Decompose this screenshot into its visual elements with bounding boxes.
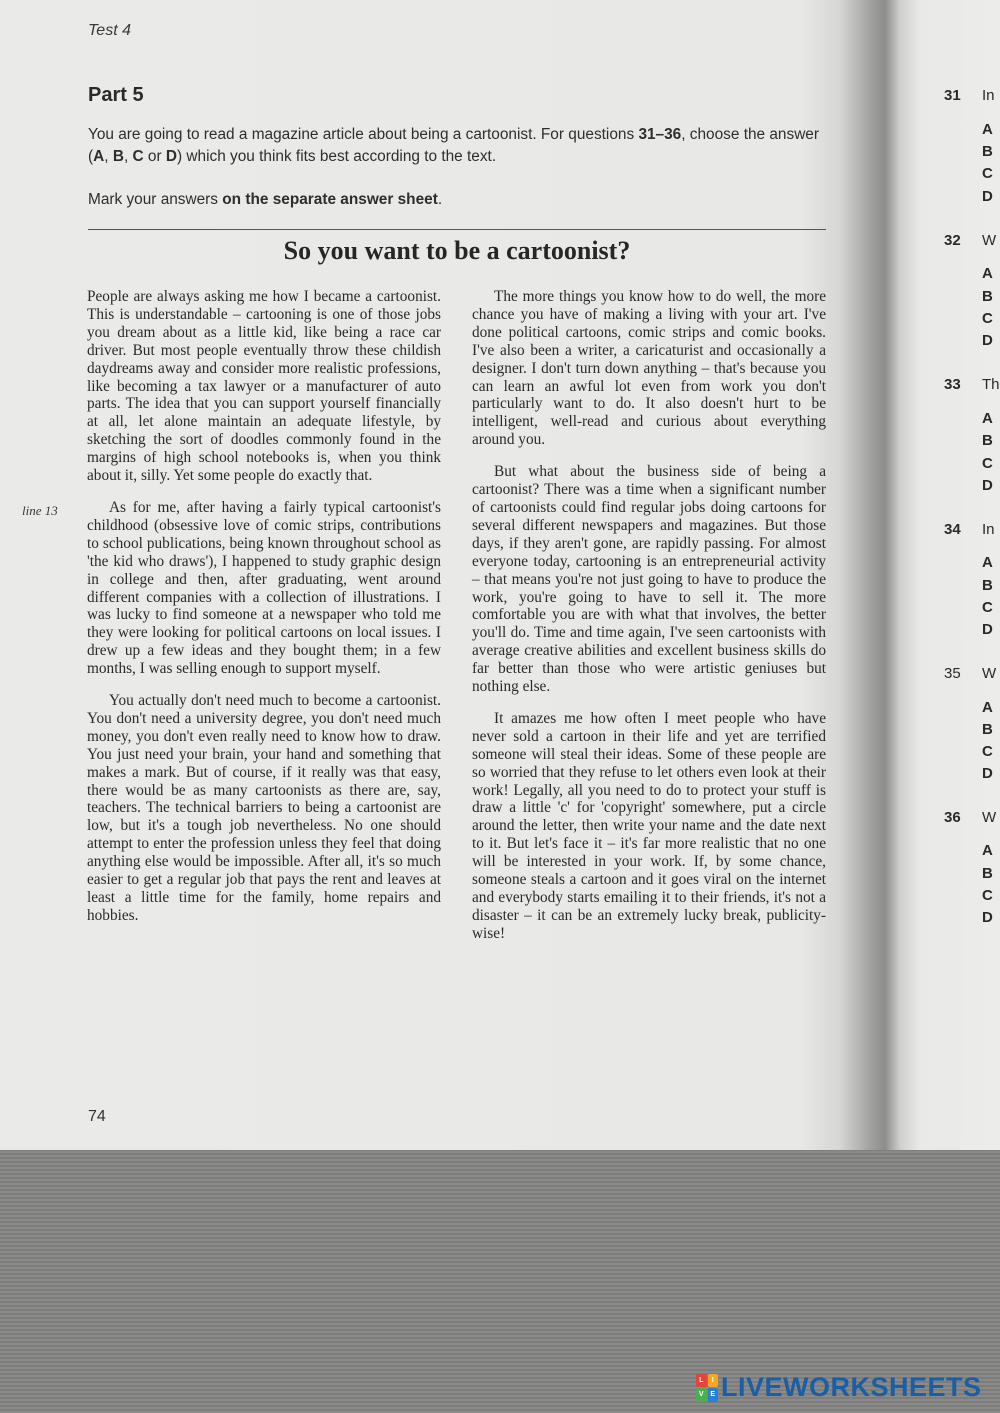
question-number: 35 <box>944 665 961 682</box>
option-label: C <box>982 165 993 182</box>
option-label: B <box>982 577 993 594</box>
option-label: C <box>982 743 993 760</box>
running-head: Test 4 <box>88 22 131 39</box>
bleed-through-text <box>260 88 264 104</box>
liveworksheets-logo-icon: L I V E <box>696 1374 718 1402</box>
question-stem-fragment: W <box>982 232 997 249</box>
article-title: So you want to be a cartoonist? <box>283 236 631 265</box>
page-number: 74 <box>88 1108 106 1125</box>
option-label: A <box>982 121 993 138</box>
question-stem-fragment: W <box>982 809 997 826</box>
option-label: A <box>982 699 993 716</box>
question-stem-fragment: In <box>982 87 995 104</box>
option-label: D <box>982 621 993 638</box>
option-label: C <box>982 455 993 472</box>
question-number: 31 <box>944 87 961 104</box>
watermark-text: LIVEWORKSHEETS <box>721 1372 982 1402</box>
option-label: B <box>982 865 993 882</box>
liveworksheets-watermark <box>696 1372 982 1403</box>
option-label: B <box>982 288 993 305</box>
option-label: A <box>982 410 993 427</box>
article-paragraph: The more things you know how to do well, the more chance you have of making a living with your art. I've done political cartoons, comic strips and comic books. I've also been a writer, a caricaturist and occasionally a designer. I don't turn down anything – that's because you can learn an awful lot even from work you don't particularly want to do. It also doesn't hurt to be intelligent, well-read and curious about everything around you. <box>472 288 826 449</box>
option-label: A <box>982 554 993 571</box>
option-label: C <box>982 887 993 904</box>
line-13-marker: line 13 <box>22 503 58 518</box>
article-paragraph: But what about the business side of being a cartoonist? There was a time when a significant number of cartoonists could find regular jobs doing cartoons for several different newspapers and magazines. But those days, if they aren't gone, are rapidly passing. For almost everyone today, cartooning is an entrepreneurial activity – that means you're not just going to have to produce the work, you're going to have to sell it. The more comfortable you are with what that involves, the better you'll do. Time and time again, I've seen cartoonists with average creative abilities and excellent business skills do far better than those who were artistic geniuses but nothing else. <box>472 463 826 696</box>
question-number: 33 <box>944 376 961 393</box>
option-label: D <box>982 332 993 349</box>
option-label: B <box>982 721 993 738</box>
option-label: B <box>982 143 993 160</box>
question-stem-fragment: W <box>982 665 997 682</box>
part-title: Part 5 <box>88 84 144 106</box>
option-label: D <box>982 477 993 494</box>
question-number: 36 <box>944 809 961 826</box>
article-paragraph: You actually don't need much to become a cartoonist. You don't need a university degree, you don't need much money, you don't even really need to know how to draw. You just need your brain, your hand and something that makes a mark. But of course, if it really was that easy, there would be as many cartoonists as there are, say, teachers. The technical barriers to being a cartoonist are low, but it's a tough job nevertheless. No one should attempt to enter the profession unless they feel that doing anything else would be impossible. After all, it's so much easier to get a regular job that pays the rent and leaves at least a little time for the family, home repairs and hobbies. <box>87 692 441 924</box>
option-label: D <box>982 765 993 782</box>
option-label: C <box>982 599 993 616</box>
article-paragraph: People are always asking me how I became a cartoonist. This is understandable – cartooning is one of those jobs you dream about as a little kid, like being a race car driver. But most people eventually throw these childish daydreams away and consider more realistic professions, like becoming a tax lawyer or a manufacturer of auto parts. The idea that you can support yourself financially at all, let alone maintain an adequate lifestyle, by sketching the sort of doodles commonly found in the margins of high school notebooks is, when you think about it, silly. Yet some people do exactly that. <box>87 288 441 485</box>
option-label: C <box>982 310 993 327</box>
option-label: D <box>982 909 993 926</box>
title-divider <box>88 229 826 230</box>
article-paragraph: As for me, after having a fairly typical cartoonist's childhood (obsessive love of comic strips, contributions to school publications, being known throughout school as 'the kid who draws'), I happened to study graphic design in college and then, after graduating, went around different companies with a collection of illustrations. I was lucky to find someone at a newspaper who told me they were looking for political cartoons on local issues. I drew up a few ideas and they bought them; in a few months, I was selling enough to support myself. <box>87 498 441 678</box>
question-stem-fragment: Th <box>982 376 1000 393</box>
article-paragraph: It amazes me how often I meet people who have never sold a cartoon in their life and yet are terrified someone will steal their ideas. Some of these people are so worried that they refuse to let others even look at their work! Legally, all you need to do to protect your stuff is draw a little 'c' for 'copyright' somewhere, put a circle around the letter, then write your name and the date next to it. But let's face it – it's far more realistic that no one will be interested in your work. If, by some chance, someone steals a cartoon and it goes viral on the internet and everybody starts emailing it to their friends, it's not a disaster – it can be an extremely lucky break, publicity-wise! <box>472 709 826 942</box>
article-column-right <box>472 288 826 957</box>
question-range: 31–36 <box>638 126 682 143</box>
question-number: 34 <box>944 521 961 538</box>
option-label: B <box>982 432 993 449</box>
option-label: D <box>982 188 993 205</box>
instructions: You are going to read a magazine article about being a cartoonist. For questions 31–36, choose the answer (A, B, C or D) which you think fits best according to the text. <box>88 126 819 165</box>
question-number: 32 <box>944 232 961 249</box>
article-column-left <box>87 288 441 939</box>
questions-column-cropped <box>944 0 1000 1150</box>
question-stem-fragment: In <box>982 521 995 538</box>
option-label: A <box>982 842 993 859</box>
option-label: A <box>982 265 993 282</box>
answer-sheet-instruction: Mark your answers on the separate answer sheet. <box>88 191 443 208</box>
